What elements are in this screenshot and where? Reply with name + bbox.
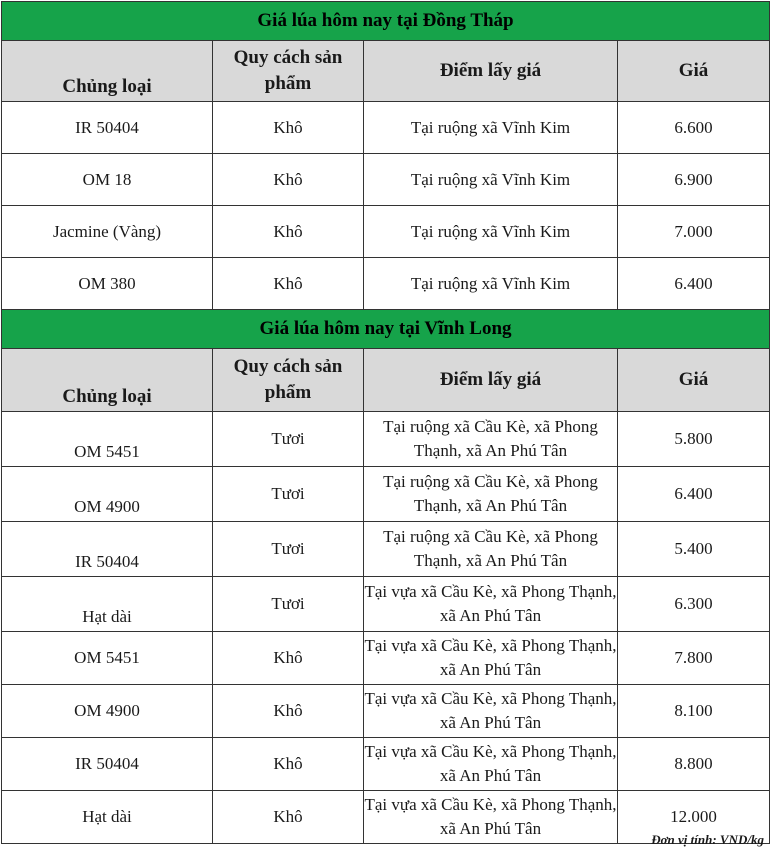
location-cell: Tại vựa xã Cầu Kè, xã Phong Thạnh, xã An Phú Tân — [364, 685, 618, 738]
price-cell: 6.400 — [618, 258, 770, 310]
spec-cell: Khô — [213, 632, 364, 685]
location-cell: Tại ruộng xã Vĩnh Kim — [364, 258, 618, 310]
price-cell: 7.800 — [618, 632, 770, 685]
rice-price-table — [1, 1, 770, 844]
spec-cell: Tươi — [213, 467, 364, 522]
variety-cell: OM 5451 — [2, 632, 213, 685]
price-cell: 7.000 — [618, 206, 770, 258]
variety-cell: Hạt dài — [2, 577, 213, 632]
header-spec: Quy cách sản phẩm — [213, 349, 364, 412]
header-variety: Chủng loại — [2, 41, 213, 102]
price-cell: 6.300 — [618, 577, 770, 632]
variety-cell: IR 50404 — [2, 738, 213, 791]
table-row — [2, 154, 770, 206]
spec-cell: Khô — [213, 685, 364, 738]
location-cell: Tại ruộng xã Vĩnh Kim — [364, 154, 618, 206]
location-cell: Tại vựa xã Cầu Kè, xã Phong Thạnh, xã An Phú Tân — [364, 577, 618, 632]
header-price: Giá — [618, 41, 770, 102]
price-cell: 8.100 — [618, 685, 770, 738]
section-title-dong-thap: Giá lúa hôm nay tại Đồng Tháp — [2, 2, 770, 41]
variety-cell: Hạt dài — [2, 791, 213, 844]
variety-cell: OM 5451 — [2, 412, 213, 467]
variety-cell: Jacmine (Vàng) — [2, 206, 213, 258]
location-cell: Tại vựa xã Cầu Kè, xã Phong Thạnh, xã An Phú Tân — [364, 632, 618, 685]
location-cell: Tại vựa xã Cầu Kè, xã Phong Thạnh, xã An Phú Tân — [364, 738, 618, 791]
spec-cell: Khô — [213, 206, 364, 258]
header-row — [2, 349, 770, 412]
spec-cell: Khô — [213, 154, 364, 206]
variety-cell: OM 18 — [2, 154, 213, 206]
header-variety: Chủng loại — [2, 349, 213, 412]
spec-cell: Tươi — [213, 412, 364, 467]
price-cell: 8.800 — [618, 738, 770, 791]
header-location: Điểm lấy giá — [364, 349, 618, 412]
spec-cell: Tươi — [213, 577, 364, 632]
table-row — [2, 577, 770, 632]
section-title-row — [2, 2, 770, 41]
table-row — [2, 412, 770, 467]
location-cell: Tại ruộng xã Cầu Kè, xã Phong Thạnh, xã An Phú Tân — [364, 522, 618, 577]
price-cell: 6.400 — [618, 467, 770, 522]
location-cell: Tại ruộng xã Cầu Kè, xã Phong Thạnh, xã An Phú Tân — [364, 412, 618, 467]
section-title-vinh-long: Giá lúa hôm nay tại Vĩnh Long — [2, 310, 770, 349]
variety-cell: IR 50404 — [2, 102, 213, 154]
unit-note: Đơn vị tính: VND/kg — [651, 832, 764, 847]
price-cell: 6.600 — [618, 102, 770, 154]
spec-cell: Tươi — [213, 522, 364, 577]
table-row — [2, 102, 770, 154]
variety-cell: OM 380 — [2, 258, 213, 310]
table-row — [2, 258, 770, 310]
spec-cell: Khô — [213, 102, 364, 154]
location-cell: Tại ruộng xã Cầu Kè, xã Phong Thạnh, xã An Phú Tân — [364, 467, 618, 522]
spec-cell: Khô — [213, 258, 364, 310]
header-location: Điểm lấy giá — [364, 41, 618, 102]
location-cell: Tại ruộng xã Vĩnh Kim — [364, 206, 618, 258]
header-row — [2, 41, 770, 102]
location-cell: Tại ruộng xã Vĩnh Kim — [364, 102, 618, 154]
price-cell: 12.000 — [618, 791, 770, 844]
variety-cell: IR 50404 — [2, 522, 213, 577]
header-spec: Quy cách sản phẩm — [213, 41, 364, 102]
section-title-row — [2, 310, 770, 349]
header-price: Giá — [618, 349, 770, 412]
table-row — [2, 206, 770, 258]
price-cell: 6.900 — [618, 154, 770, 206]
price-cell: 5.400 — [618, 522, 770, 577]
variety-cell: OM 4900 — [2, 467, 213, 522]
table-row — [2, 632, 770, 685]
variety-cell: OM 4900 — [2, 685, 213, 738]
location-cell: Tại vựa xã Cầu Kè, xã Phong Thạnh, xã An Phú Tân — [364, 791, 618, 844]
spec-cell: Khô — [213, 791, 364, 844]
table-row — [2, 685, 770, 738]
table-row — [2, 522, 770, 577]
price-cell: 5.800 — [618, 412, 770, 467]
table-row — [2, 467, 770, 522]
spec-cell: Khô — [213, 738, 364, 791]
table-row — [2, 738, 770, 791]
